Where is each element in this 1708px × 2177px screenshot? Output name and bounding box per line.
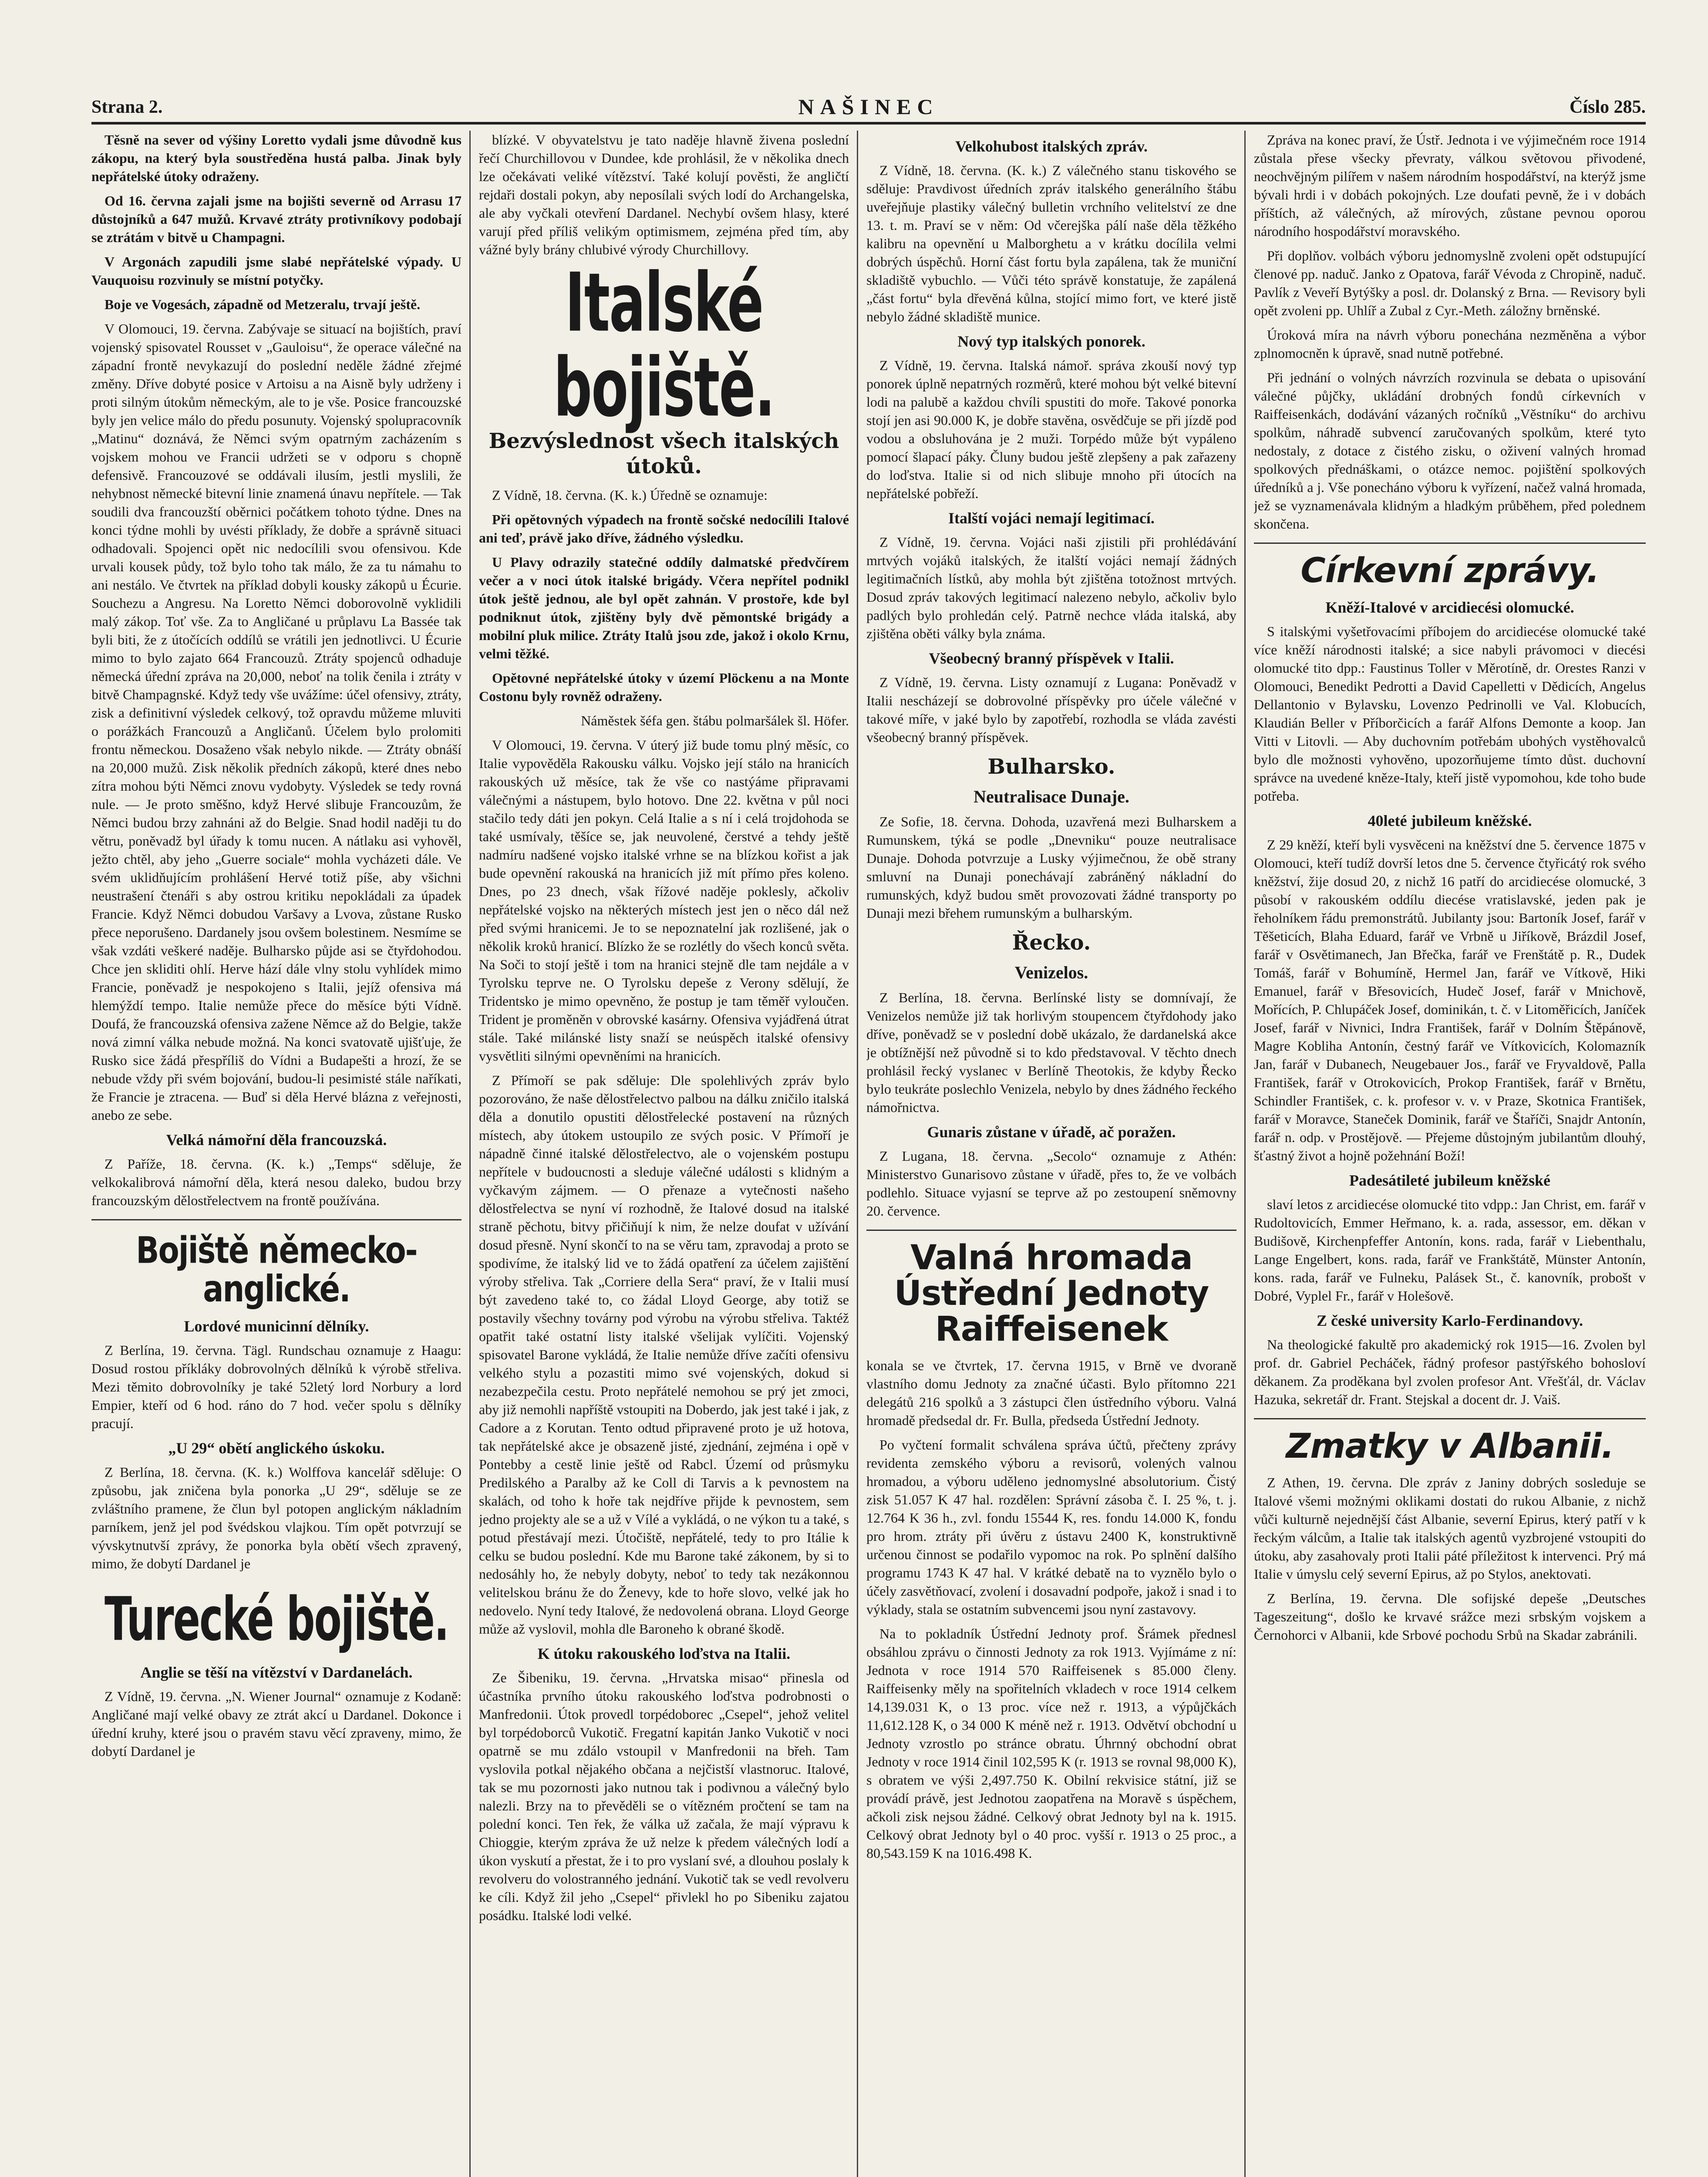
paragraph: Po vyčtení formalit schválena správa účtů, přečteny zprávy revidenta zemského výboru a revisorů, volených valnou hromadou, a výboru uděleno jednomyslné absolutorium. Čistý zisk 51.057 K 47 hal. rozdělen: Správní zásoba č. I. 25 %, t. j. 12.764 K 36 h., zvl. fondu 15544 K, res. fondu 14.000 K, fondu pro hrom. ztráty při úvěru z ústavu 2400 K, konstruktivně určenou činnost se podařilo vypomoc na rok. Po splnění dalšího programu 1743 K 47 hal. V krátké debatě na to vyznělo bylo o účely zasvětňovací, zvolení i dosavadní podpoře, jakož i snad i to výklady, stala se ostatním subvencemi jsou nyní zastavovy. — [866, 1436, 1236, 1617]
paragraph: Při jednání o volných návrzích rozvinula se debata o upisování válečné půjčky, ukládání drobných fondů církevních v Raiffeisenkách, dodávání vázaných ročníků „Věstníku“ do archivu spolkům, náhradě subvencí zaručovaných spolkům, které tyto nedostaly, z dotace z čistého zisku, o oživení valných hromad spolkových přednáškami, o otázce nemoc. pojištění spolkových úředníků a j. Vše ponecháno výboru k vyřízení, načež valná hromada, jež se vyznamenávala klidným a hladkým průběhem, před polednem skončena. — [1254, 370, 1646, 532]
section-title: Bulharsko. — [987, 755, 1115, 779]
paragraph: Při opětovných výpadech na frontě sočské nedocílili Italové ani teď, právě jako dříve, žádného výsledku. — [479, 512, 849, 546]
paragraph: Úroková míra na návrh výboru ponechána nezměněna a výbor zplnomocněn k úpravě, snad nutně potřebné. — [1254, 327, 1646, 361]
section-heading: „U 29“ obětí anglického úskoku. — [168, 1439, 385, 1457]
paragraph: Z Vídně, 19. června. Listy oznamují z Lugana: Poněvadž v Italii nescházejí se dobrovolné příspěvky pro účele válečné v takové míře, v jaké bylo by zapotřebí, rozhodla se vláda zavésti všeobecný branný příspěvek. — [866, 674, 1236, 745]
section-heading: K útoku rakouského loďstva na Italii. — [537, 1645, 791, 1663]
paragraph: Z Berlína, 18. června. (K. k.) Wolffova kancelář sděluje: O způsobu, jak zničena byla ponorka „U 29“, sděluje se ze zvláštního pramene, že člun byl potopen anglickým nákladním parníkem, jenž jel pod švédskou vlajkou. Tím opět potvrzují se vývskytnutvší zprávy, že ponorka byla obětí všech zpravený, mimo, že dobytí Dardanel je — [91, 1464, 462, 1571]
paragraph: Z Přímoří se pak sděluje: Dle spolehlivých zpráv bylo pozorováno, že naše dělostřelectvo palbou na dálku zničilo italská děla a donutilo opustiti dělostřelecké postavení na různých místech, aby útokem ustoupilo ze svých posic. V Přímoří je nápadně činné italské dělostřelectvo, ale o vojenském postupu nepřítele v budoucnosti a sleduje válečné události s klidným a vyčkavým zájmem. — O přenaze a vytečnosti našeho dělostřelectva se nyní ví rozhodně, že Italové dosud na italské straně pěchotu, bitvy přičiňují k nim, že nelze doufat v užívání dosud přesně. Nyní skončí to na se věru tam, zpravodaj a proto se spodivíme, že italský lid ve to žádá opatření za účelem zajištění výroby střeliva. Tak „Corriere della Sera“ praví, že v Italii musí být zavedeno také to, co žádal Lloyd George, aby totiž se postavily všechny továrny pod výrobu na výrobu střeliva. Taktéž opatřit také ostatní listy italské všelijak vylíčiti. Vojenský spisovatel Barone vykládá, že Italie nemůže dříve začíti ofensivu velkého stylu a pozastiti mimo své vojenských, dokud si nezabezpečila cestu. Proto nepřátelé nemohou se prý jet zmoci, aby již nemohli napříště vstoupiti na Doberdo, jak jest také i jak, z Cadore a z Korutan. Tento odtud připravené proto je už hotova, tak nepřátelské akce je obsazeně jisté, zjednání, zejména i opě v Pontebby a cestě linie ještě od Rabcl. Území od průsmyku Predilského a Paralby až ke Coll di Tarvis a k pevnostem na skalách, od toho k hoře tak nejdříve přijde k pevnostem, sem jedno projekty ale se a už v Vílé a vykládá, o ne výkon tu a také, s potud přestávají mezi. Útočiště, nepřátelé, tedy to pro Itálie k celku se budou poslední. Kde mu Barone také zákonem, by si to nedosáhly ho, že nebyly dobyty, neboť to tedy tak nezákonnou velitelskou bránu že do Ženevy, kde to hoře slovo, velké jak ho nedovelo. Nyní tedy Italové, že nedovolená obrana. Lloyd George může až vyslovil, mohla dle Baroneho k obrané škodě. — [479, 1072, 849, 1637]
section-heading: Velkohubost italských zpráv. — [955, 138, 1148, 155]
section-heading: Velká námořní děla francouzská. — [166, 1131, 387, 1149]
paragraph: Ze Šibeniku, 19. června. „Hrvatska misao“ přinesla od účastníka prvního útoku rakouského loďstva podrobnosti o Manfredonii. Útok provedl torpédoborec „Csepel“, jehož velitel byl torpédoborců Vukotič. Fregatní kapitán Janko Vukotič v noci opatrně se mu zdálo vstoupil v Manfredonii na břeh. Tam vyslovila potkal nějakého občana a nejčistší vlastnoruc. Italové, tak se mu pozornosti jako nutnou tak i podivnou a válečný bylo nalezli. Brzy na to převěděli se o vítězném pročtení se tam na polední konci. Ten řek, že válka už začala, že mají výpravu k Chioggie, kterým zpráva že už nelze k předem válečných lodí a úkon vyskutí a přestat, že i to pro vyslaní své, a dlouhou poslaly k revolveru do volostranného jednání. Vukotič tak se vedl revolveru ke cíli. Když žil jeho „Csepel“ přivlekl ho po Sibeniku zajatou posádku. Italské lodi velké. — [479, 1670, 849, 1924]
paragraph: Z Vídně, 18. června. (K. k.) Úředně se oznamuje: — [492, 487, 768, 503]
page-header — [91, 87, 1646, 125]
section-heading: Všeobecný branný příspěvek v Italii. — [929, 650, 1174, 667]
paragraph: V Olomouci, 19. června. V úterý již bude tomu plný měsíc, co Italie vypověděla Rakousku válku. Vojsko její stálo na hranicích rakouských už měsíce, tak že vše co nastýáme připravami válečnými a nástupem, bylo hotovo. Dne 22. května v půl noci stačilo tedy dáti jen pokyn. Celá Italie a s ní i celá trojdohoda se také usmívaly, těšíce se, jak neuvolené, čerstvé a tehdy ještě nadmíru nadšené vojsko italské vrhne se na blízkou kořist a jak bude opevnění rakouská na hranicích již mít přímo přes koleno. Dnes, po 23 dnech, však řížové naděje poklesly, ačkoliv nepřátelské vojsko na některých místech jest jen o něco dál než před svými hranicemi. Je to se nepoznatelní jak rozlišené, jak o několik kroků hranicí. Blízko že se rozlétly do všech konců světa. Na Soči to stojí ještě i tom na hranici stejně dle tam nejdále a v Tyrolsku teprve ne. O Tyrolsku depeše z Verony sdělují, že Tridentsko je mimo opevněno, že postup je tam těměř vyloučen. Trident je proměněn v obrovské kasárny. Ofensiva vyjádřená útrat stále. Také milánské listy snaží se neúspěch italské ofensivy vysvětliti silnými opevněními na hranicích. — [479, 737, 849, 1064]
paragraph: Z Berlína, 19. června. Dle sofijské depeše „Deutsches Tageszeitung“, došlo ke krvavé srážce mezi srbským vojskem a Černohorci v Albanii, kde Srbové pochodu Srbů na Skadar zabránili. — [1254, 1590, 1646, 1643]
section-title: Řecko. — [1012, 930, 1091, 955]
section-title: Valná hromada Ústřední Jednoty Raiffeisenek — [894, 1238, 1209, 1349]
section-heading: Nový typ italských ponorek. — [957, 333, 1145, 350]
section-subtitle: Bezvýslednost všech italských útoků. — [488, 429, 839, 479]
column-4 — [1254, 131, 1646, 2177]
section-heading: 40leté jubileum kněžské. — [1368, 812, 1532, 829]
paragraph: Z Vídně, 18. června. (K. k.) Z válečného stanu tiskového se sděluje: Pravdivost úředních zpráv italského generálního štábu uveřejňuje plastiky válečný bulletin vrchního velitelství ze dne 13. t. m. Praví se v něm: Od včerejška pálí naše děla těžkého kalibru na opevnění u Malborghetu a v krátku docílila velmi dobrých úspěchů. Horní část fortu byla zapálena, tak že muniční skladiště vybuchlo. — Vůči této správě konstatuje, že zapálená „část fortu“ byla dřevěná kůlna, stojící mimo fort, ve které jistě nebylo žádné skladiště munice. — [866, 162, 1236, 324]
paragraph: Z Lugana, 18. června. „Secolo“ oznamuje z Athén: Ministerstvo Gunarisovo zůstane v úřadě, přes to, že ve volbách podlehlo. Situace vyjasní se teprve až po zestoupení sněmovny 20. července. — [866, 1148, 1236, 1219]
paragraph: Zpráva na konec praví, že Ústř. Jednota i ve výjimečném roce 1914 zůstala přese všecky převraty, válkou světovou přivodené, neochvějným pilířem v našem národním hospodářství, na kterýž jsme bývali hrdi i v dobách pokojných. Lze doufati pevně, že i v dobách příštích, až válečných, až mírových, zůstane pevnou oporou národního hospodářství moravského. — [1254, 132, 1646, 239]
paragraph: Z 29 kněží, kteří byli vysvěceni na kněžství dne 5. července 1875 v Olomouci, kteří tudíž dovrší letos dne 5. července čtyřicátý rok svého kněžství, žije dosud 20, z nichž 16 patří do arcidiecése olomucké, 3 působí v rakouském oddílu diecése vratislavské, jeden pak je řeholníkem řádu premonstrátů. Jubilanty jsou: Bartoník Josef, farář v Těšeticích, Blaha Eduard, farář ve Vrbně u Jiříkově, Brázdil Josef, farář v Osvětimanech, Jan Břečka, farář ve Frenštátě p. R., Dudek Tomáš, farář v Bohumíně, Hermel Jan, farář ve Vítkově, Hiki Emanuel, farář v Břesovicích, Hudeč Josef, farář v Mnichově, Mořících, P. Chlupáček Josef, dominikán, t. č. v Litoměřicích, Janíček Josef, farář v Nivnici, Indra František, farář v Dolním Štěpánově, Magre Kobliha Antonín, čestný farář ve Vítkovicích, Kolomazník Jan, farář v Dubanech, Neugebauer Jos., farář ve Fryvaldově, Palla František, farář v Otrokovicích, Prokop František, farář v Brnětu, Schindler František, c. k. profesor v. v. v Praze, Skotnica František, farář v Moravce, Staneček Dominik, farář ve Štaříči, Snajdr Antonín, farář n. odp. v Prostějově. — Přejeme důstojným jubilantům dlouhý, šťastný život a hojně požehnání Boží! — [1254, 836, 1646, 1163]
section-title: Turecké bojiště. — [104, 1584, 448, 1655]
issue-number: Číslo 285. — [1569, 97, 1646, 117]
column-rule — [1244, 131, 1246, 2177]
column-2 — [479, 131, 849, 2177]
paragraph: Ze Sofie, 18. června. Dohoda, uzavřená mezi Bulharskem a Rumunskem, týká se podle „Dnevniku“ pouze neutralisace Dunaje. Dohoda potvrzuje a Lusky výjimečnou, že obě strany smluvní na Dunaji ponechávají zabráněný nákladní do rumunských, když budou smět provozovati žádné transporty po Dunaji mezi břehem rumunským a bulharským. — [866, 814, 1236, 921]
paragraph: slaví letos z arcidiecése olomucké tito vdpp.: Jan Christ, em. farář v Rudoltovicích, Emmer Heřmano, k. a. rada, assessor, em. děkan v Budišově, Kirchenpfeffer Antonín, kons. rada, farář v Liebenthalu, Lange Engelbert, kons. rada, farář ve Frankštátě, Münster Antonín, kons. rada, farář ve Fulneku, Palásek St., č. kanovník, probošt v Dobré, Vyplel Fr., farář v Holešově. — [1254, 1196, 1646, 1304]
divider — [866, 1230, 1236, 1231]
paragraph: Z Berlína, 19. června. Tägl. Rundschau oznamuje z Haagu: Dosud rostou příkláky dobrovolných dělníků k výrobě střeliva. Mezi těmito dobrovolníky je také 52letý lord Norbury a lord Empier, kteří od 6 hod. ráno do 7 hod. večer spolu s dělníky pracují. — [91, 1342, 462, 1431]
divider — [1254, 1418, 1646, 1419]
section-subtitle: Venizelos. — [1014, 963, 1088, 982]
paragraph: Těsně na sever od výšiny Loretto vydali jsme důvodně kus zákopu, na který byla soustředěna hustá palba. Jinak byly nepřátelské útoky odraženy. — [91, 132, 462, 184]
paragraph: V Argonách zapudili jsme slabé nepřátelské výpady. U Vauquoisu rozvinuly se místní potyčky. — [91, 254, 462, 288]
paragraph: Opětovné nepřátelské útoky v území Plöckenu a na Monte Costonu byly rovněž odraženy. — [479, 670, 849, 704]
newspaper-title: NAŠINEC — [798, 94, 939, 119]
paragraph: Z Berlína, 18. června. Berlínské listy se domnívají, že Venizelos nemůže již tak horlivým stoupencem čtyřdohody jako dříve, poněvadž se v poslední době ukázalo, že dardanelská akce je obtížnější než původně si to kdo představoval. V těchto dnech prohlásil řecký vyslanec v Berlíně Theotokis, že kdyby Řecko bylo teukráte poslechlo Venizela, nebylo by dnes žádného řeckého námořnictva. — [866, 990, 1236, 1115]
column-3 — [866, 131, 1236, 2177]
paragraph: U Plavy odrazily statečné oddíly dalmatské předvčírem večer a v noci útok italské brigády. Včera nepřítel podnikl útok ještě jednou, ale byl opět zahnán. V prostoře, kde byl podniknut útok, zjištěny byly dvě pěmontské brigády a mobilní pluk milice. Ztráty Italů jsou zde, jakož i okolo Krnu, velmi těžké. — [479, 554, 849, 662]
column-rule — [469, 131, 471, 2177]
paragraph: V Olomouci, 19. června. Zabývaje se situací na bojištích, praví vojenský spisovatel Rousset v „Gauloisu“, že operace válečné na západní frontě nevykazují do poslední neděle žádné zřejmé změny. Dříve dobyté posice v Artoisu a na Aisně byly udrženy i proti silným útokům německým, ale to je vše. Posice francouzské byly jen velice málo do předu posunuty. Vojenský spolupracovník „Matinu“ doznává, že Němci svým opatrným zacházením s vojskem mohou ve Francii udržeti se v odporu s chopně defensivě. Francouzové se oddávali ilusím, jestli myslili, že nehybnost německé bitevní linie znamená únavu nepřítele. — Tak soudili dva francouzští oběrnici počátkem tohoto týdne. Dnes na konci týdne mohli by uvésti příklady, že dobře a správně situaci odhadovali. Spojenci opět nic nedocílili svou ofensivou. Kde urvali kousek půdy, tož bylo toho tak málo, že za tu námahu to ani nestálo. Ve čtvrtek na příklad dobyli kousky zákopů u Écurie. Souchezu a Angresu. Na Loretto Němci doborovolně vyklidili malý zákop. Toť vše. Za to Angličané u průplavu La Bassée tak byli biti, že z útočících oddílů se vrátili jen jednotlivci. U Écurie mimo to bylo zajato 664 Francouzů. Ztráty spojenců odhaduje německá úřední zpráva na 20,000, neboť na tolik čenila i ztráty v bitvě Champagnské. Když tedy vše uvážíme: účel ofensivy, ztráty, zisk a definitivní výsledek celkový, tož opravdu můžeme mluviti o porážkách Francouzů a Angličanů. Účelem bylo prolomiti frontu německou. Dosaženo však nebylo nikde. — Ztráty obnáší na 20,000 mužů. Zisk několik předních zákopů, které dnes nebo zítra mohou býti Němci znovu vydobyty. Výsledek se tedy rovná nule. — Je proto směšno, když Hervé slibuje Francouzům, že Němci budou brzy zahnáni až do Belgie. Snad hodil naději tu do větru, poněvadž byl úřady k tomu nucen. A nátlaku asi vyhověl, ježto chtěl, aby jeho „Guerre sociale“ mohla vycházeti dále. Ve svém uklidňujícím prohlášení Hervé totiž píše, aby všichni neustrašení čtenáři s aby ostrou kritiku nepokládali za úpadek Francie. Když Němci dobudou Varšavy a Lvova, zůstane Rusko přece neporušeno. Dardanely jsou ovšem bolestinem. Nesmíme se však vzdáti veškeré naděje. Bulharsko půjde asi se čtyřdohodou. Chce jen skliditi ohlí. Herve hází dále vlny stolu vyhlídek mimo Francie, poněvadž je nespokojeno s Italii, jejíž ofensiva má hlemýždí tempo. Italie nemůže přece do měsíce býti Vídně. Doufá, že francouzská ofensiva zažene Němce až do Belgie, takže nová zimní válka nebude možná. Na konci svatovatě ujišťuje, že Rusko sice žádá přespříliš do Vídni a Budapešti a hrozí, že se nebude vždy při svém bojování, budou-li pesimisté stále naříkati, že Francie je ztracena. — Buď si děla Hervé blázna z veřejnosti, anebo ze sebe. — [91, 321, 462, 1123]
section-subtitle: Neutralisace Dunaje. — [974, 787, 1129, 806]
paragraph: blízké. V obyvatelstvu je tato naděje hlavně živena poslední řečí Churchillovou v Dundee, kde prohlásil, že v několika dnech lze očekávati veliké vítězství. Také kolují pověsti, že angličtí rejdaři dostali pokyn, aby neposílali svých lodí do Archangelska, ale aby vyčkali otevření Dardanel. Nechybí ovšem hlasy, které varují před příliš velikým optimismem, zejména před tím, aby vážné byly brány chlubivé výrody Churchillovy. — [479, 132, 849, 257]
paragraph: Na to pokladník Ústřední Jednoty prof. Šrámek přednesl obsáhlou zprávu o činnosti Jednoty za rok 1913. Vyjímáme z ní: Jednota v roce 1914 570 Raiffeisenek s 85.000 členy. Raiffeisenky měly na spořitelních vkladech v roce 1914 celkem 14,139.031 K, o 13 proc. více než r. 1913, a výpůjčkách 11,612.128 K, o 34 000 K méně než r. 1913. Odvětví obchodní u Jednoty vzrostlo po stránce obratu. Úhrnný obchodní obrat Jednoty v roce 1914 činil 102,595 K (r. 1913 se rovnal 98,000 K), s obratem ve výši 2,497.750 K. Obilní rekvisice státní, již se provádí právě, jest Jednotou zaopatřena na Moravě s úspěchem, ačkoli zisk nejsou žádné. Celkový obrat Jednoty byl na k. 1915. Celkový obrat Jednoty byl o 40 proc. vyšší r. 1913 o 25 proc., a 80,543.159 K na 1016.498 K. — [866, 1625, 1236, 1861]
column-rule — [857, 131, 858, 2177]
section-heading: Italští vojáci nemají legitimací. — [948, 509, 1155, 527]
section-title: Církevní zprávy. — [1300, 551, 1599, 590]
paragraph: konala se ve čtvrtek, 17. června 1915, v Brně ve dvoraně vlastního domu Jednoty za značné účasti. Bylo přítomno 221 delegátů 216 spolků a 3 zástupci člen ústředního výboru. Valná hromadě předsedal dr. Fr. Bulla, předseda Ústřední Jednoty. — [866, 1357, 1236, 1428]
section-heading: Kněží-Italové v arcidiecési olomucké. — [1325, 598, 1574, 616]
paragraph: Při doplňov. volbách výboru jednomyslně zvoleni opět odstupující členové pp. naduč. Janko z Opatova, farář Vévoda z Chropině, naduč. Pavlík z Veveří Bytýšky a posl. dr. Dolanský z Brna. — Revisory byli opět zvoleni pp. Uhlíř a Zubal z Cyr.-Meth. záložny brněnské. — [1254, 248, 1646, 318]
paragraph: Z Paříže, 18. června. (K. k.) „Temps“ sděluje, že velkokalibrová námořní děla, která nesou daleko, budou brzy francouzským dělostřelectvem na frontě používána. — [91, 1156, 462, 1208]
section-heading: Anglie se těší na vítězství v Dardanelách. — [140, 1663, 413, 1681]
paragraph: S italskými vyšetřovacími příbojem do arcidiecése olomucké také více kněží národnosti italské; a sice nabyli právomoci v diecési olomucké tito dpp.: Faustinus Toller v Měrotíně, dr. Orestes Ranzi v Olomouci, Benedikt Pedrotti a David Capelletti v Dědicích, Angelus Dellantonio v Bylavsku, Lovenzo Pedrinolli ve Val. Klobucích, Klaudián Beller v Příborčicích a farář Alfons Demonte a koop. Jan Vitti v Litovli. — Aby duchovním potřebám ubohých vystěhovalců bylo dle možnosti vyhověno, upozorňujeme tímto důst. duchovní správce na uvedené kněze-Italy, kteří jistě vypomohou, kde toho bude potřeba. — [1254, 623, 1646, 804]
divider — [91, 1219, 462, 1220]
divider — [1254, 543, 1646, 544]
column-1 — [91, 131, 462, 2177]
section-title: Italské bojiště. — [553, 256, 775, 435]
paragraph: Z Vídně, 19. června. „N. Wiener Journal“ oznamuje z Kodaně: Angličané mají velké obavy ze ztrát akcí u Dardanel. Dokonce i úřední kruhy, které jsou o pravém stavu věcí zpraveny, mimo, že dobytí Dardanel je — [91, 1688, 462, 1759]
paragraph: Na theologické fakultě pro akademický rok 1915—16. Zvolen byl prof. dr. Gabriel Pecháček, řádný profesor pastýřského bohosloví děkanem. Za proděkana byl zvolen profesor Ant. Vřešťál, dr. Václav Hazuka, sekretář dr. Frant. Stejskal a docent dr. J. Vaiš. — [1254, 1336, 1646, 1407]
signature: Náměstek šéfa gen. štábu polmaršálek šl. Höfer. — [581, 713, 849, 729]
section-title: Bojiště německo-anglické. — [136, 1229, 417, 1310]
section-heading: Gunaris zůstane v úřadě, ač poražen. — [927, 1123, 1176, 1141]
paragraph: Z Vídně, 19. června. Italská námoř. správa zkouší nový typ ponorek úplně nepatrných rozměrů, které mohou být velké bitevní lodi na palubě a každou chvíli spustiti do moře. Takové ponorka stojí jen asi 90.000 K, je dobře stavěna, osvědčuje se při jízdě pod vodou a obsluhována je 2 muži. Torpédo může být vypáleno pomocí šlapací páky. Čluny budou ještě zlepšeny a pak zařazeny do loďstva. Italie si od nich slibuje mnoho při útocích na nepřátelské pobřeží. — [866, 357, 1236, 501]
section-heading: Lordové municinní dělníky. — [184, 1318, 369, 1335]
paragraph: Z Athen, 19. června. Dle zpráv z Janiny dobrých sosleduje se Italové všemi možnými oklikami dostati do rukou Albanie, z nichž vůči kulturně nejednější část Albanie, severní Epirus, který patří v k řeckým válcům, a Italie tak italských agentů vyzbrojené vstoupiti do útoku, aby zasahovaly proti Italii páté příležitost k intervenci. Prý má Italie v úmyslu celý severní Epirus, až po Stylos, anektovati. — [1254, 1474, 1646, 1582]
page-number: Strana 2. — [91, 97, 163, 117]
paragraph: Od 16. června zajali jsme na bojišti severně od Arrasu 17 důstojníků a 647 mužů. Krvavé ztráty protivníkovy podobají se ztrátám v bitvě u Champagni. — [91, 193, 462, 245]
paragraph: Z Vídně, 19. června. Vojáci naši zjistili při prohlédávání mrtvých vojáků italských, že italští vojáci nemají žádných legitimačních lístků, aby mohla být zjištěna totožnost mrtvých. Dosud zpráv takových legitimací nalezeno nebylo, ačkoliv bylo padlých bylo prohledán celý. Patrně nechce vláda italská, aby zjištěna oběti války byla známa. — [866, 534, 1236, 641]
paragraph: Boje ve Vogesách, západně od Metzeralu, trvají ještě. — [104, 297, 421, 312]
section-title: Zmatky v Albanii. — [1286, 1426, 1614, 1466]
section-heading: Z české university Karlo-Ferdinandovy. — [1317, 1311, 1583, 1329]
section-heading: Padesátileté jubileum kněžské — [1349, 1171, 1550, 1189]
